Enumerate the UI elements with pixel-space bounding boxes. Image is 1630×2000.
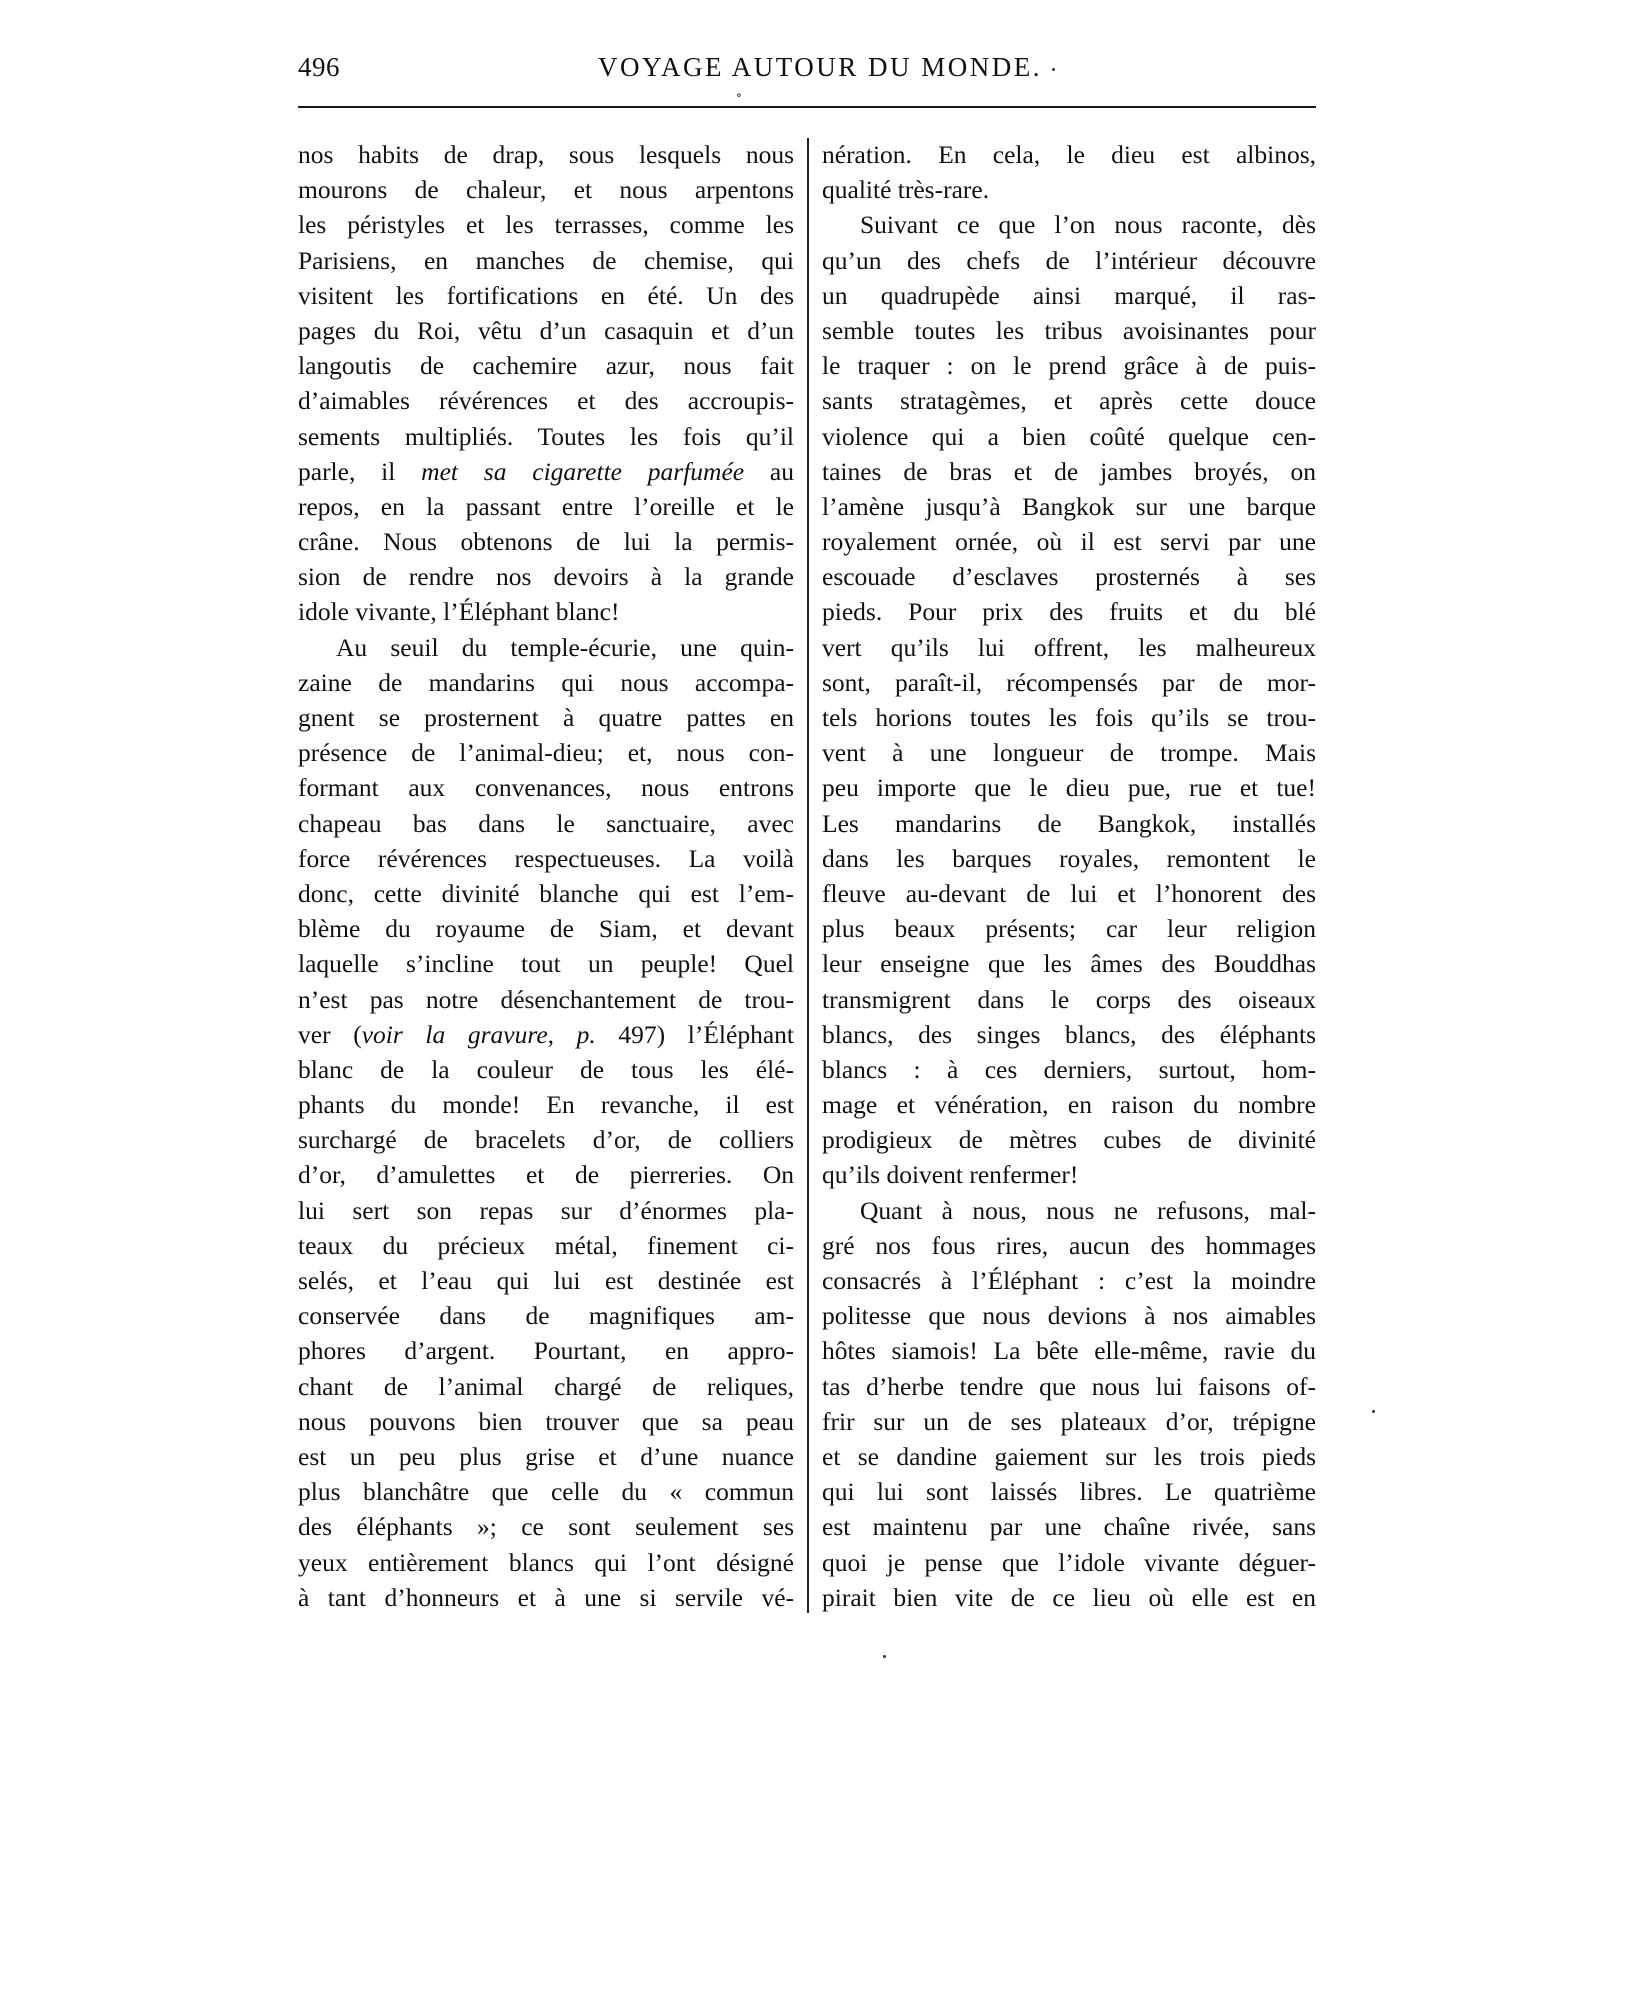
- text-line: hôtes siamois! La bête elle-même, ravie du: [822, 1336, 1316, 1366]
- text-line: le traquer : on le prend grâce à de puis-: [822, 351, 1316, 381]
- text-line: Les mandarins de Bangkok, installés: [822, 808, 1316, 838]
- text-line: [298, 454, 794, 489]
- text-line: fleuve au-devant de lui et l’honorent des: [822, 878, 1316, 908]
- text-line: lui sert son repas sur d’énormes pla-: [298, 1195, 794, 1225]
- text-line: nération. En cela, le dieu est albinos,: [822, 140, 1316, 169]
- text-line: gré nos fous rires, aucun des hommages: [822, 1230, 1316, 1260]
- text-line: d’or, d’amulettes et de pierreries. On: [298, 1160, 794, 1190]
- text-line: gnent se prosternent à quatre pattes en: [298, 703, 794, 732]
- print-speck: [883, 1655, 886, 1658]
- text-line: selés, et l’eau qui lui est destinée est: [298, 1266, 794, 1295]
- text-line: idole vivante, l’Éléphant blanc!: [298, 597, 620, 627]
- text-line: laquelle s’incline tout un peuple! Quel: [298, 949, 794, 979]
- text-line: n’est pas notre désenchantement de trou-: [298, 984, 794, 1014]
- text-line: blancs : à ces derniers, surtout, hom-: [822, 1054, 1316, 1084]
- text-line: blancs, des singes blancs, des éléphants: [822, 1019, 1316, 1049]
- text-line: politesse que nous devions à nos aimables: [822, 1301, 1316, 1331]
- text-line: zaine de mandarins qui nous accompa-: [298, 667, 794, 697]
- right-column: [822, 137, 1316, 1615]
- text-line: mage et vénération, en raison du nombre: [822, 1090, 1316, 1120]
- text-line: taines de bras et de jambes broyés, on: [822, 456, 1316, 486]
- text-line: crâne. Nous obtenons de lui la permis-: [298, 527, 794, 557]
- text-line: et se dandine gaiement sur les trois pieds: [822, 1441, 1316, 1471]
- text-line: pieds. Pour prix des fruits et du blé: [822, 597, 1316, 627]
- text-line: visitent les fortifications en été. Un des: [298, 280, 794, 310]
- text-line: à tant d’honneurs et à une si servile vé-: [298, 1582, 794, 1612]
- text-line: les péristyles et les terrasses, comme les: [298, 210, 794, 240]
- header-rule: [298, 106, 1316, 108]
- text-line: nos habits de drap, sous lesquels nous: [298, 140, 794, 169]
- print-speck: [1052, 68, 1055, 71]
- text-line: l’amène jusqu’à Bangkok sur une barque: [822, 491, 1316, 521]
- left-column: [298, 137, 794, 1615]
- text-line: vent à une longueur de trompe. Mais: [822, 738, 1316, 768]
- text-line: repos, en la passant entre l’oreille et le: [298, 491, 794, 521]
- text-line: chant de l’animal chargé de reliques,: [298, 1371, 794, 1401]
- text-line: sont, paraît-il, récompensés par de mor-: [822, 667, 1316, 697]
- text-line: nous pouvons bien trouver que sa peau: [298, 1406, 794, 1436]
- text-line: frir sur un de ses plateaux d’or, trépigne: [822, 1406, 1316, 1436]
- italic-run: voir la gravure, p.: [361, 1019, 596, 1049]
- text-line: d’aimables révérences et des accroupis-: [298, 386, 794, 416]
- text-line: langoutis de cachemire azur, nous fait: [298, 351, 794, 381]
- text-line: qualité très-rare.: [822, 175, 990, 205]
- text-line: Suivant ce que l’on nous raconte, dès: [860, 210, 1316, 240]
- text-line: qui lui sont laissés libres. Le quatrième: [822, 1477, 1316, 1507]
- text-line: consacrés à l’Éléphant : c’est la moindre: [822, 1266, 1316, 1295]
- text-line: yeux entièrement blancs qui l’ont désigné: [298, 1547, 794, 1577]
- text-line: semble toutes les tribus avoisinantes pour: [822, 315, 1316, 345]
- text-line: présence de l’animal-dieu; et, nous con-: [298, 738, 794, 768]
- text-line: violence qui a bien coûté quelque cen-: [822, 421, 1316, 451]
- text-line: Quant à nous, nous ne refusons, mal-: [860, 1195, 1316, 1225]
- text-line: pages du Roi, vêtu d’un casaquin et d’un: [298, 315, 794, 345]
- text-line: blanc de la couleur de tous les élé-: [298, 1054, 794, 1084]
- page-number: 496: [298, 52, 340, 82]
- text-line: phants du monde! En revanche, il est: [298, 1090, 794, 1120]
- text-line: plus blanchâtre que celle du « commun: [298, 1477, 794, 1507]
- text-line: Au seuil du temple-écurie, une quin-: [336, 632, 794, 662]
- text-line: est un peu plus grise et d’une nuance: [298, 1441, 794, 1471]
- text-line: vert qu’ils lui offrent, les malheureux: [822, 632, 1316, 662]
- text-line: prodigieux de mètres cubes de divinité: [822, 1125, 1316, 1155]
- text-line: Parisiens, en manches de chemise, qui: [298, 245, 794, 275]
- text-line: pirait bien vite de ce lieu où elle est en: [822, 1582, 1316, 1612]
- text-line: est maintenu par une chaîne rivée, sans: [822, 1512, 1316, 1542]
- text-line: [298, 1017, 794, 1052]
- text-line: sion de rendre nos devoirs à la grande: [298, 562, 794, 592]
- text-run: 497) l’Éléphant: [595, 1019, 794, 1049]
- text-line: donc, cette divinité blanche qui est l’em-: [298, 878, 794, 908]
- text-line: dans les barques royales, remontent le: [822, 843, 1316, 873]
- text-line: escouade d’esclaves prosternés à ses: [822, 562, 1316, 592]
- print-speck: [1372, 1410, 1375, 1413]
- text-line: qu’ils doivent renfermer!: [822, 1160, 1079, 1190]
- text-run: au: [744, 456, 794, 486]
- text-line: conservée dans de magnifiques am-: [298, 1301, 794, 1331]
- text-line: sants stratagèmes, et après cette douce: [822, 386, 1316, 416]
- text-line: force révérences respectueuses. La voilà: [298, 843, 794, 873]
- text-line: tels horions toutes les fois qu’ils se trou-: [822, 703, 1316, 732]
- text-line: teaux du précieux métal, finement ci-: [298, 1230, 794, 1260]
- text-line: un quadrupède ainsi marqué, il ras-: [822, 280, 1316, 310]
- running-title: VOYAGE AUTOUR DU MONDE.: [597, 52, 1042, 82]
- text-line: surchargé de bracelets d’or, de colliers: [298, 1125, 794, 1155]
- text-line: des éléphants »; ce sont seulement ses: [298, 1512, 794, 1542]
- text-line: phores d’argent. Pourtant, en appro-: [298, 1336, 794, 1366]
- column-divider: [807, 138, 809, 1613]
- text-line: transmigrent dans le corps des oiseaux: [822, 984, 1316, 1014]
- text-line: royalement ornée, où il est servi par une: [822, 527, 1316, 557]
- text-run: ver (: [298, 1019, 362, 1049]
- text-line: formant aux convenances, nous entrons: [298, 773, 794, 803]
- italic-run: met sa cigarette parfumée: [421, 456, 745, 486]
- text-run: parle, il: [298, 456, 422, 486]
- ornament-mark: ∘: [736, 88, 742, 102]
- text-line: sements multipliés. Toutes les fois qu’il: [298, 421, 794, 451]
- text-line: peu importe que le dieu pue, rue et tue!: [822, 773, 1316, 803]
- text-line: qu’un des chefs de l’intérieur découvre: [822, 245, 1316, 275]
- text-line: plus beaux présents; car leur religion: [822, 914, 1316, 944]
- text-line: tas d’herbe tendre que nous lui faisons of-: [822, 1371, 1316, 1401]
- text-line: leur enseigne que les âmes des Bouddhas: [822, 949, 1316, 979]
- text-line: mourons de chaleur, et nous arpentons: [298, 175, 794, 205]
- text-line: quoi je pense que l’idole vivante déguer-: [822, 1547, 1316, 1577]
- text-line: chapeau bas dans le sanctuaire, avec: [298, 808, 794, 838]
- text-line: blème du royaume de Siam, et devant: [298, 914, 794, 944]
